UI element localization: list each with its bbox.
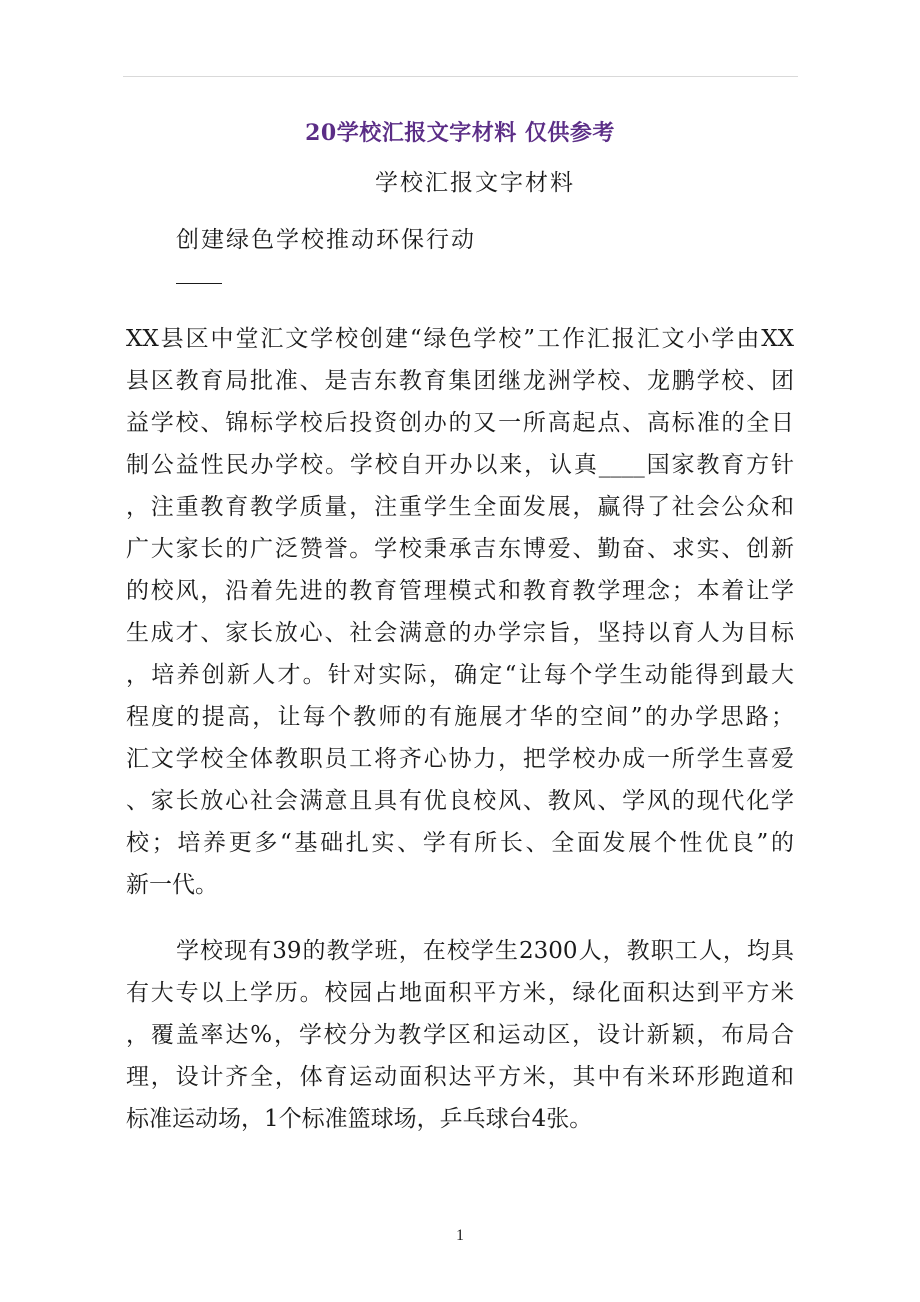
paragraph-line: 益学校、锦标学校后投资创办的又一所高起点、高标准的全日 — [126, 410, 794, 436]
paragraph-line: 新一代。 — [126, 872, 218, 898]
paragraph-line: 标准运动场，1个标准篮球场，乒乓球台4张。 — [126, 1106, 593, 1132]
paragraph-line: 生成才、家长放心、社会满意的办学宗旨，坚持以育人为目标 — [126, 620, 794, 646]
em-dash-separator — [176, 283, 222, 284]
paragraph-line: 汇文学校全体教职员工将齐心协力，把学校办成一所学生喜爱 — [126, 746, 794, 772]
paragraph-1 — [126, 318, 794, 906]
paragraph-line: 校；培养更多“基础扎实、学有所长、全面发展个性优良”的 — [126, 830, 794, 856]
page-number: 1 — [456, 1227, 464, 1244]
paragraph-line: ，培养创新人才。针对实际，确定“让每个学生动能得到最大 — [126, 662, 794, 688]
section-heading: 创建绿色学校推动环保行动 — [176, 227, 476, 253]
paragraph-line: 的校风，沿着先进的教育管理模式和教育教学理念；本着让学 — [126, 578, 794, 604]
paragraph-2 — [126, 930, 794, 1140]
paragraph-line: ，覆盖率达%，学校分为教学区和运动区，设计新颖，布局合 — [126, 1022, 794, 1048]
paragraph-line: 广大家长的广泛赞誉。学校秉承吉东博爱、勤奋、求实、创新 — [126, 536, 794, 562]
paragraph-line: ，注重教育教学质量，注重学生全面发展，赢得了社会公众和 — [126, 494, 794, 520]
paragraph-line: 学校现有39的教学班，在校学生2300人，教职工人，均具 — [176, 938, 794, 964]
paragraph-line: 县区教育局批准、是吉东教育集团继龙洲学校、龙鹏学校、团 — [126, 368, 794, 394]
paragraph-line: 制公益性民办学校。学校自开办以来，认真____国家教育方针 — [126, 452, 794, 478]
header-rule — [123, 76, 798, 77]
paragraph-line: 程度的提高，让每个教师的有施展才华的空间”的办学思路； — [126, 704, 794, 730]
document-subtitle: 学校汇报文字材料 — [375, 170, 575, 196]
paragraph-line: 有大专以上学历。校园占地面积平方米，绿化面积达到平方米 — [126, 980, 794, 1006]
document-title: 20学校汇报文字材料 仅供参考 — [305, 120, 615, 146]
paragraph-line: XX县区中堂汇文学校创建“绿色学校”工作汇报汇文小学由XX — [126, 326, 794, 352]
paragraph-line: 理，设计齐全，体育运动面积达平方米，其中有米环形跑道和 — [126, 1064, 794, 1090]
paragraph-line: 、家长放心社会满意且具有优良校风、教风、学风的现代化学 — [126, 788, 794, 814]
